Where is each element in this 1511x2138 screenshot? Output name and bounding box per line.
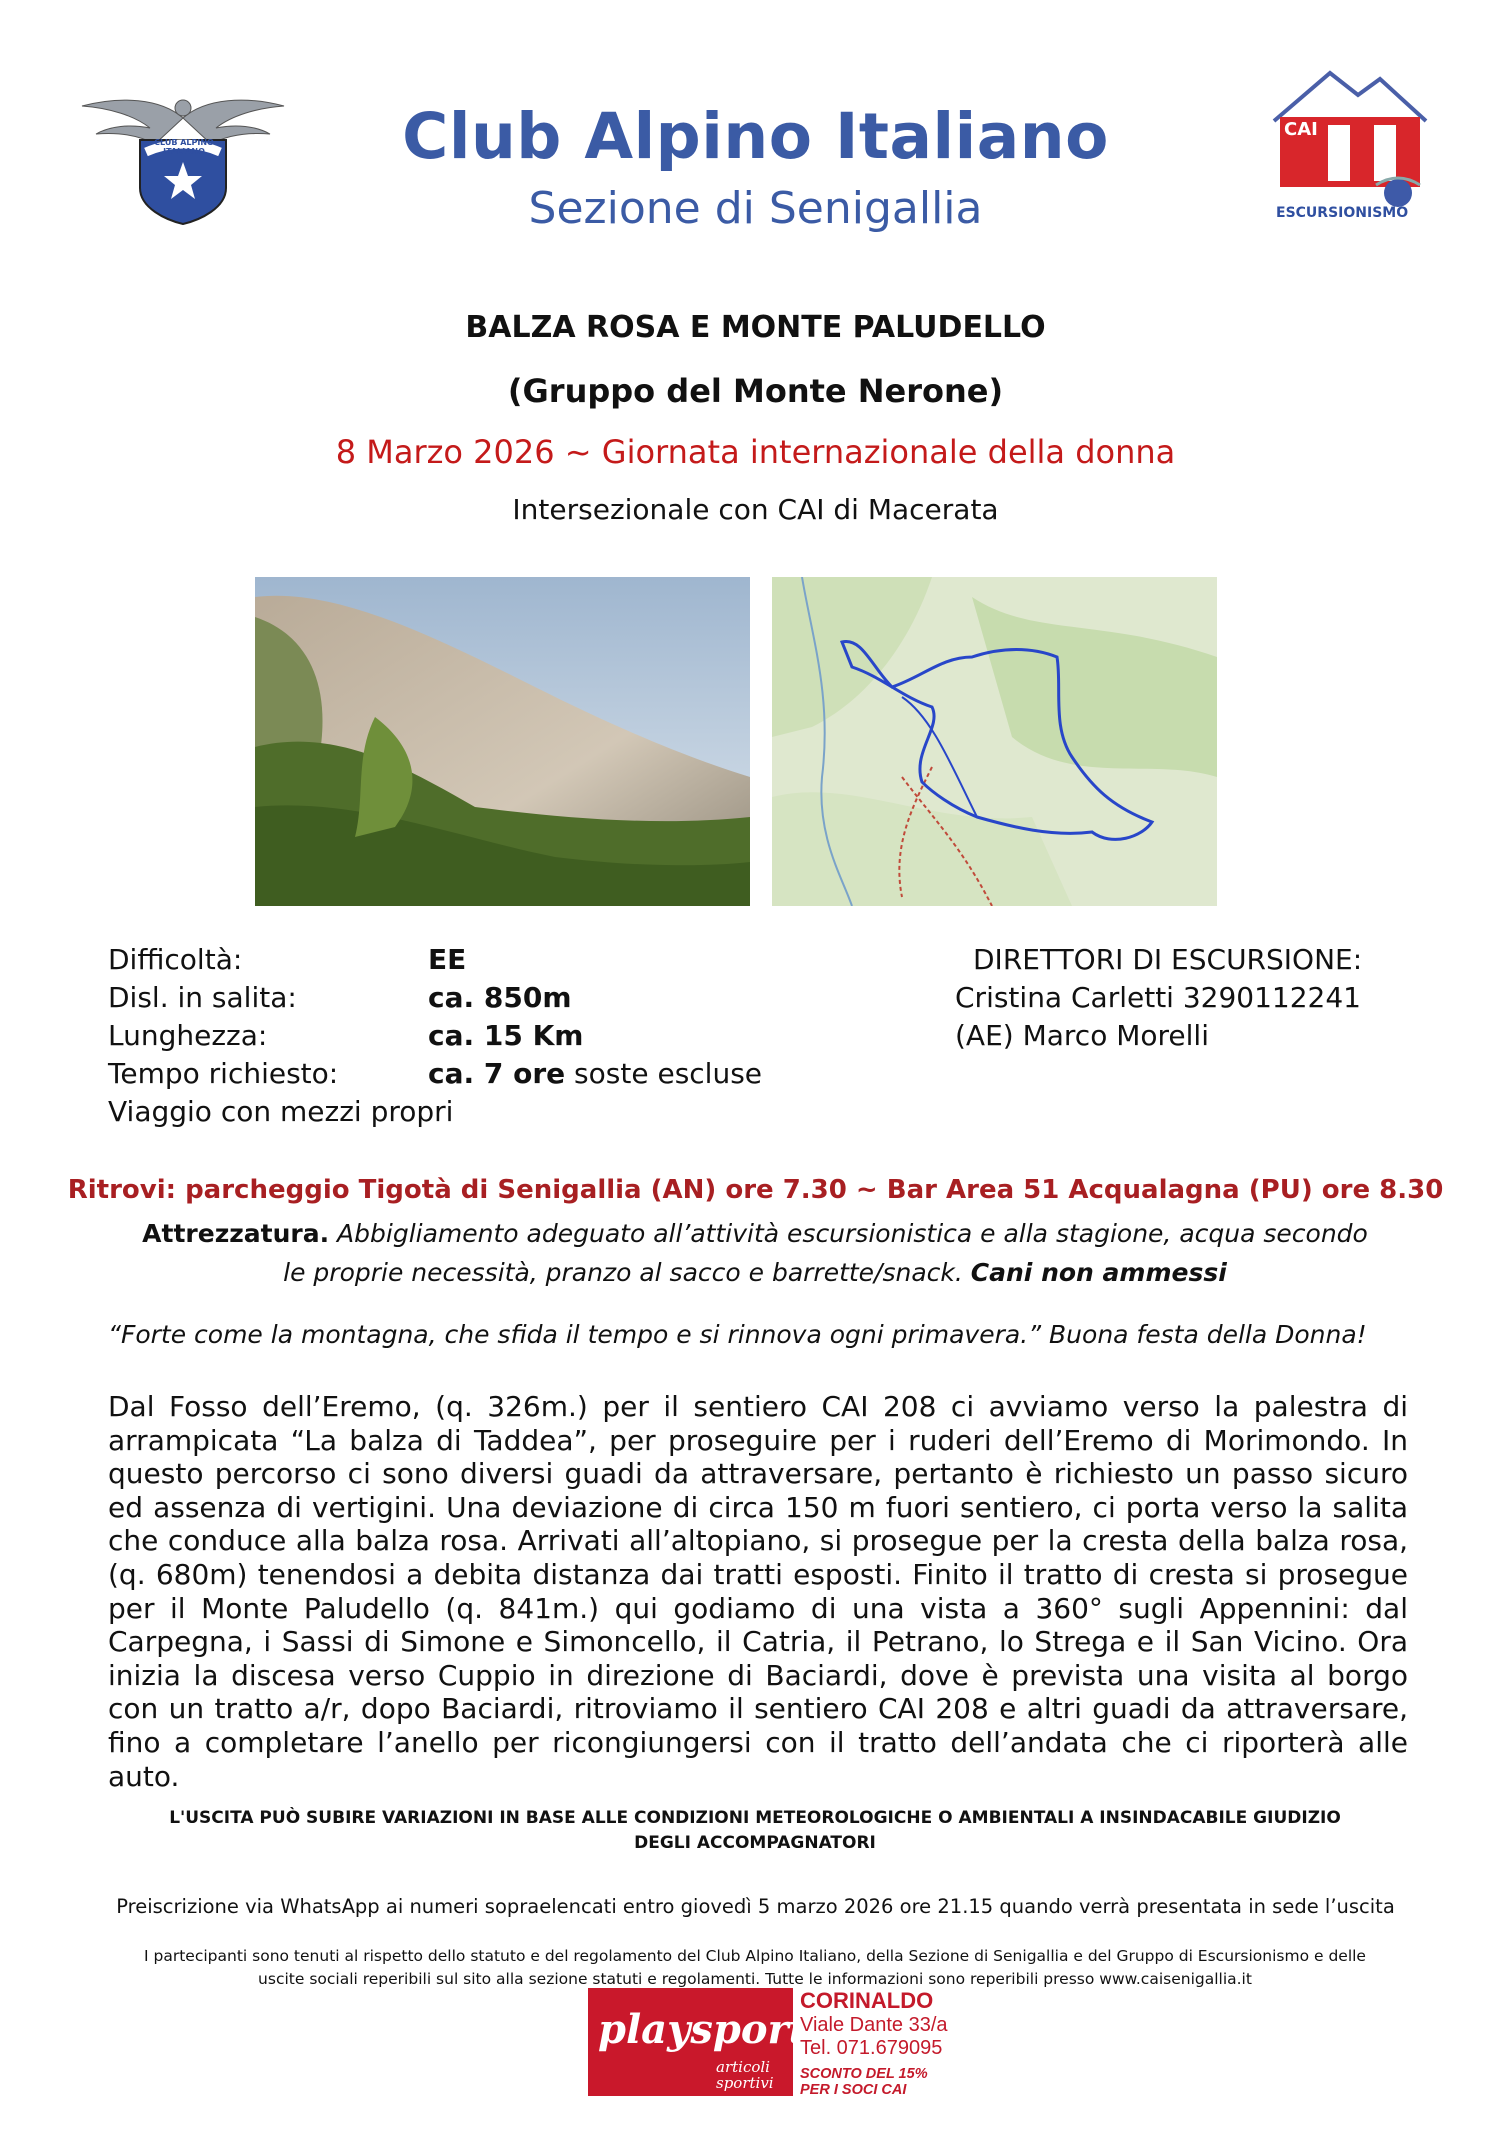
- sponsor-tagline-2: sportivi: [716, 2074, 774, 2092]
- director-1: Cristina Carletti 3290112241: [955, 981, 1361, 1014]
- director-2: (AE) Marco Morelli: [955, 1019, 1209, 1052]
- event-date: 8 Marzo 2026 ~ Giornata internazionale della donna: [335, 433, 1176, 471]
- directors-heading: DIRETTORI DI ESCURSIONE:: [973, 943, 1363, 976]
- spec-label-difficulty: Difficoltà:: [108, 943, 243, 976]
- spec-label-ascent: Disl. in salita:: [108, 981, 297, 1014]
- club-title: Club Alpino Italiano: [402, 100, 1109, 173]
- sponsor-info: [800, 1988, 948, 2098]
- sponsor-tagline-1: articoli: [716, 2058, 770, 2076]
- cai-logo-text: CLUB ALPINO ITALIANO: [154, 138, 214, 156]
- spec-value-time-main: ca. 7 ore: [428, 1057, 566, 1090]
- quote: “Forte come la montagna, che sfida il tempo e si rinnova ogni primavera.” Buona festa della Donna!: [108, 1320, 1367, 1349]
- route-map: [772, 577, 1217, 906]
- sponsor-city: CORINALDO: [800, 1988, 934, 2013]
- mountain-photo: [255, 577, 750, 906]
- esc-logo-text: ESCURSIONISMO: [1276, 205, 1409, 221]
- playsport-logo: [588, 1988, 808, 2116]
- section-title: Sezione di Senigallia: [528, 183, 983, 234]
- spec-value-length: ca. 15 Km: [428, 1019, 584, 1052]
- sponsor-discount-2: PER I SOCI CAI: [800, 2082, 907, 2098]
- rules-note: I partecipanti sono tenuti al rispetto dello statuto e del regolamento del Club Alpino Italiano, della Sezione di Senigallia e del Gruppo di Escursionismo e delle uscite sociali reperibili sul sito alla sezione statuti e regolamenti. Tutte le informazioni sono reperibili presso www.caisenigallia.it: [144, 1947, 1366, 1988]
- spec-value-ascent: ca. 850m: [428, 981, 572, 1014]
- dogs-note: Cani non ammessi: [970, 1258, 1227, 1287]
- sponsor-discount-1: SCONTO DEL 15%: [800, 2066, 928, 2082]
- event-intersection: Intersezionale con CAI di Macerata: [512, 493, 999, 526]
- weather-warning: L'USCITA PUÒ SUBIRE VARIAZIONI IN BASE ALLE CONDIZIONI METEOROLOGICHE O AMBIENTALI A INSINDACABILE GIUDIZIO DEGLI ACCOMPAGNATORI: [169, 1808, 1341, 1853]
- equipment-note: [130, 1214, 1380, 1292]
- spec-label-time: Tempo richiesto:: [108, 1057, 339, 1090]
- event-title: BALZA ROSA E MONTE PALUDELLO: [465, 310, 1046, 345]
- sponsor-address: Viale Dante 33/a: [800, 2014, 948, 2036]
- event-group: (Gruppo del Monte Nerone): [507, 372, 1004, 410]
- travel-note: Viaggio con mezzi propri: [108, 1095, 454, 1128]
- spec-value-difficulty: EE: [428, 943, 467, 976]
- sponsor-phone: Tel. 071.679095: [800, 2037, 943, 2059]
- equipment-text: Abbigliamento adeguato all’attività escursionistica e alla stagione, acqua secondo le proprie necessità, pranzo al sacco e barrette/snack.: [283, 1219, 1368, 1287]
- esc-logo-abbr: CAI: [1284, 119, 1318, 140]
- sponsor-brand: playsport: [598, 2006, 808, 2053]
- spec-value-time-suffix: soste escluse: [565, 1057, 763, 1090]
- spec-value-time: [428, 1057, 762, 1090]
- equipment-label: Attrezzatura.: [142, 1219, 330, 1248]
- preregistration-note: Preiscrizione via WhatsApp ai numeri sopraelencati entro giovedì 5 marzo 2026 ore 21.15 quando verrà presentata in sede l’uscita: [116, 1895, 1395, 1918]
- spec-label-length: Lunghezza:: [108, 1019, 268, 1052]
- route-description: Dal Fosso dell’Eremo, (q. 326m.) per il sentiero CAI 208 ci avviamo verso la palestra di arrampicata “La balza di Taddea”, per proseguire per i ruderi dell’Eremo di Morimondo. In questo percorso ci sono diversi guadi da attraversare, pertanto è richiesto un passo sicuro ed assenza di vertigini. Una deviazione di circa 150 m fuori sentiero, ci porta verso la salita che conduce alla balza rosa. Arrivati all’altopiano, si prosegue per la cresta della balza rosa, (q. 680m) tenendosi a debita distanza dai tratti esposti. Finito il tratto di cresta si prosegue per il Monte Paludello (q. 841m.) qui godiamo di una vista a 360° sugli Appennini: dal Carpegna, i Sassi di Simone e Simoncello, il Catria, il Petrano, lo Strega e il San Vicino. Ora inizia la discesa verso Cuppio in direzione di Baciardi, dove è prevista una visita al borgo con un tratto a/r, dopo Baciardi, ritroviamo il sentiero CAI 208 e altri guadi da attraversare, fino a completare l’anello per ricongiungersi con il tratto dell’andata che ci riporterà alle auto.: [108, 1390, 1408, 1793]
- meeting-points: Ritrovi: parcheggio Tigotà di Senigallia (AN) ore 7.30 ~ Bar Area 51 Acqualagna (PU) ore 8.30: [67, 1175, 1444, 1205]
